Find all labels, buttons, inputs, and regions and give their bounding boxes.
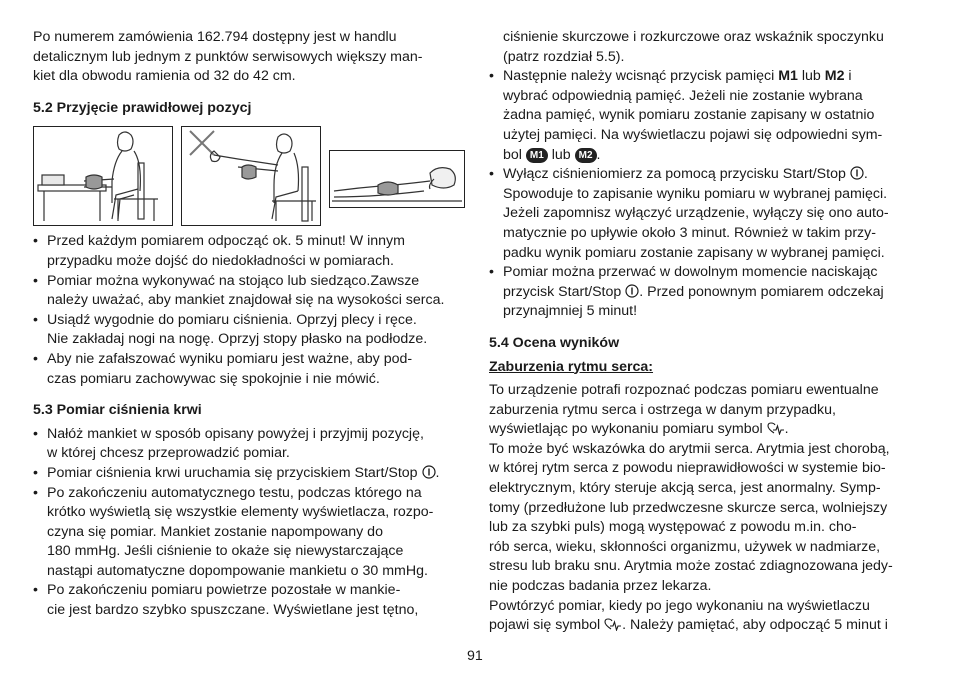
list-item: • Następnie należy wcisnąć przycisk pamięci M1 lub M2 i wybrać odpowiednią pamięć. Jeżeli nie zostanie wybrana żadna pamięć, wynik pomiaru zostanie zapisany w ostatnio użytej pamięci. Na wyświetlaczu pojawi się odpowiedni sym- bol M1 lub M2 . xyxy=(489,67,929,165)
position-illustrations xyxy=(33,126,463,224)
continued-text: ciśnienie skurczowe i rozkurczowe oraz wskaźnik spoczynku (patrz rozdział 5.5). xyxy=(503,29,884,65)
right-column xyxy=(489,28,929,636)
list-item: • Po zakończeniu pomiaru powietrze pozostałe w mankie- cie jest bardzo szybko spuszczane. Wyświetlane jest tętno, xyxy=(33,581,463,620)
intro-paragraph: Po numerem zamówienia 162.794 dostępny jest w handlu detalicznym lub jednym z punktów serwisowych większy man- kiet dla obwodu ramienia od 32 do 42 cm. xyxy=(33,29,423,85)
arrhythmia-heart-icon xyxy=(767,421,785,435)
list-item: • Po zakończeniu automatycznego testu, podczas którego na krótko wyświetlą się wszystkie elementy wyświetlacza, rozpo- czyna się pomiar. Mankiet zostanie napompowany do 180 mmHg. Jeśli ciśnienie to okaże się niewystarczające nastąpi automatyczne dopompowanie mankietu o 30 mmHg. xyxy=(33,484,463,582)
cross-icon xyxy=(190,131,214,155)
page-number: 91 xyxy=(467,648,483,664)
section-5-3-list xyxy=(33,425,463,621)
m2-label: M2 xyxy=(824,68,845,85)
section-5-2-heading: 5.2 Przyjęcie prawidłowej pozycj xyxy=(33,99,252,116)
list-item: • Pomiar ciśnienia krwi uruchamia się przyciskiem Start/Stop . xyxy=(33,464,463,484)
arrhythmia-paragraph: To urządzenie potrafi rozpoznać podczas pomiaru ewentualne zaburzenia rytmu serca i ostrzega w danym przypadku, wyświetlając po wykonaniu pomiaru symbol . To może być wskazówka do arytmii serca. Arytmia jest chorobą, w której rytm serca z powodu nieprawidłowości w systemie bio- elektrycznym, który steruje akcją serca, jest anormalny. Symp- tomy (przedłużone lub przedwczesne skurcze serca, wolniejszy lub za szybki puls) mogą występować z powodu m.in. cho- rób serca, wieku, skłonności organizmu, używek w nadmiarze, stresu lub braku snu. Arytmia może zostać zdiagnozowana jedy- nie podczas badania przez lekarza. Powtórzyć pomiar, kiedy po jego wykonaniu na wyświetlaczu pojawi się symbol . Należy pamiętać, aby odpocząć 5 minut i xyxy=(489,382,893,634)
section-5-4-heading: 5.4 Ocena wyników xyxy=(489,334,620,351)
list-item: • Pomiar można wykonywać na stojąco lub siedząco.Zawsze należy uważać, aby mankiet znajdował się na wysokości serca. xyxy=(33,272,463,311)
lying-position-illustration xyxy=(329,150,465,208)
left-column xyxy=(33,28,463,621)
start-stop-icon xyxy=(850,166,864,180)
section-5-3-heading: 5.3 Pomiar ciśnienia krwi xyxy=(33,402,202,419)
person-head xyxy=(118,132,134,151)
memory-list xyxy=(489,67,929,322)
start-stop-icon xyxy=(422,465,436,479)
arrhythmia-heart-icon xyxy=(604,617,622,631)
m1-badge-icon: M1 xyxy=(526,148,548,163)
seated-position-illustration xyxy=(33,126,173,226)
list-item: • Wyłącz ciśnieniomierz za pomocą przycisku Start/Stop . Spowoduje to zapisanie wyniku pomiaru w wybranej pamięci. Jeżeli zapomnisz wyłączyć urządzenie, wyłączy się ono auto- matycznie po upływie około 3 minut. Również w takim przy- padku wynik pomiaru zostanie zapisany w wybranej pamięci. xyxy=(489,165,929,263)
list-item: • Przed każdym pomiarem odpocząć ok. 5 minut! W innym przypadku może dojść do niedokładności w pomiarach. xyxy=(33,232,463,271)
list-item: • Aby nie zafałszować wyniku pomiaru jest ważne, aby pod- czas pomiaru zachowywac się spokojnie i nie mówić. xyxy=(33,350,463,389)
arrhythmia-subheading: Zaburzenia rytmu serca: xyxy=(489,358,654,375)
m1-label: M1 xyxy=(778,68,798,85)
incorrect-position-illustration xyxy=(181,126,321,226)
section-5-2-list xyxy=(33,232,463,389)
list-item: • Usiądź wygodnie do pomiaru ciśnienia. Oprzyj plecy i ręce. Nie zakładaj nogi na nogę. Oprzyj stopy płasko na podłodze. xyxy=(33,311,463,350)
list-item: • Pomiar można przerwać w dowolnym momencie naciskając przycisk Start/Stop . Przed ponownym pomiarem odczekaj przynajmniej 5 minut! xyxy=(489,263,929,322)
list-item: • Nałóż mankiet w sposób opisany powyżej i przyjmij pozycję, w której chcesz przeprowadzić pomiar. xyxy=(33,425,463,464)
m2-badge-icon: M2 xyxy=(575,148,597,163)
start-stop-icon xyxy=(625,284,639,298)
